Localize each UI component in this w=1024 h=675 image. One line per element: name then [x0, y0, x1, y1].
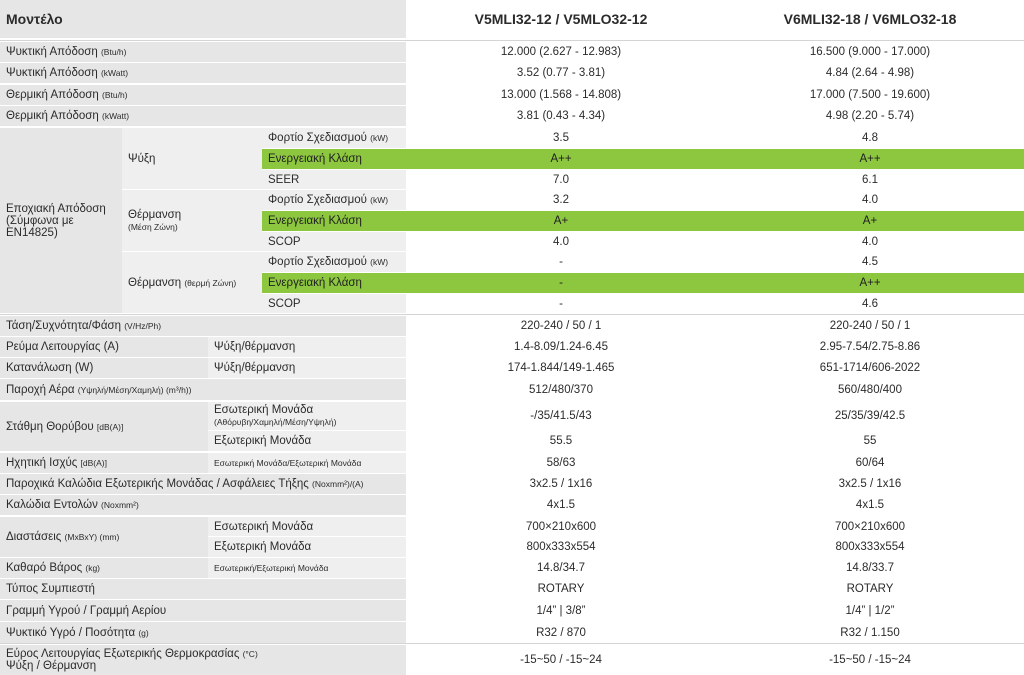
row-heating-kw-v1: 3.81 (0.43 - 4.34): [406, 106, 716, 126]
row-refrigerant-v1: R32 / 870: [406, 622, 716, 643]
seasonal-heating-warm-label: Θέρμανση (θερμή Ζώνη): [122, 252, 262, 313]
row-supply-cables-v2: 3x2.5 / 1x16: [716, 474, 1024, 494]
row-control-cables-v1: 4x1.5: [406, 495, 716, 515]
row-op-range-v1: -15~50 / -15~24: [406, 645, 716, 675]
heating-avg-design-load-v2: 4.0: [716, 190, 1024, 210]
row-refrigerant-label: Ψυκτικό Υγρό / Ποσότητα (g): [0, 622, 406, 643]
row-cooling-kw-v1: 3.52 (0.77 - 3.81): [406, 63, 716, 83]
row-noise-outdoor-label: Εξωτερική Μονάδα: [208, 431, 406, 451]
row-control-cables-label: Καλώδια Εντολών (Noxmm²): [0, 495, 406, 515]
row-power-v2: 651-1714/606-2022: [716, 358, 1024, 378]
row-heating-btu-v1: 13.000 (1.568 - 14.808): [406, 85, 716, 105]
cooling-design-load-v1: 3.5: [406, 128, 716, 148]
row-cooling-kw-label: Ψυκτική Απόδοση (kWatt): [0, 63, 406, 83]
seasonal-efficiency-label: Εποχιακή Απόδοση (Σύμφωνα με EN14825): [0, 128, 122, 313]
heating-warm-design-load-v2: 4.5: [716, 252, 1024, 272]
heating-warm-energy-class-v2: A++: [716, 273, 1024, 293]
heating-avg-design-load-label: Φορτίο Σχεδιασμού (kW): [262, 190, 406, 210]
heating-avg-scop-v1: 4.0: [406, 232, 716, 251]
row-dimensions-outdoor-label: Εξωτερική Μονάδα: [208, 537, 406, 557]
row-sound-power-v1: 58/63: [406, 453, 716, 473]
row-weight-v1: 14.8/34.7: [406, 558, 716, 578]
row-voltage-label: Τάση/Συχνότητα/Φάση (V/Hz/Ph): [0, 316, 406, 336]
row-cooling-btu-v2: 16.500 (9.000 - 17.000): [716, 42, 1024, 62]
row-noise-indoor-label: Εσωτερική Μονάδα (Αθόρυβη/Χαμηλή/Μέση/Υψηλή): [208, 402, 406, 430]
heating-avg-scop-label: SCOP: [262, 232, 406, 251]
row-dimensions-label: Διαστάσεις (ΜxBxY) (mm): [0, 517, 208, 557]
row-weight-v2: 14.8/33.7: [716, 558, 1024, 578]
row-piping-v1: 1/4” | 3/8”: [406, 600, 716, 621]
row-voltage-v1: 220-240 / 50 / 1: [406, 316, 716, 336]
heating-avg-energy-class-v1: A+: [406, 211, 716, 231]
row-current-sublabel: Ψύξη/θέρμανση: [208, 337, 406, 357]
divider: [0, 40, 1024, 41]
row-airflow-v2: 560/480/400: [716, 379, 1024, 400]
row-cooling-kw-v2: 4.84 (2.64 - 4.98): [716, 63, 1024, 83]
cooling-seer-label: SEER: [262, 170, 406, 189]
heating-avg-energy-class-v2: A+: [716, 211, 1024, 231]
row-sound-power-label: Ηχητική Ισχύς [dB(A)]: [0, 453, 208, 473]
row-supply-cables-v1: 3x2.5 / 1x16: [406, 474, 716, 494]
row-noise-outdoor-v1: 55.5: [406, 431, 716, 451]
row-cooling-btu-label: Ψυκτική Απόδοση (Btu/h): [0, 42, 406, 62]
seasonal-cooling-label: Ψύξη: [122, 128, 262, 189]
row-piping-label: Γραμμή Υγρού / Γραμμή Αερίου: [0, 600, 406, 621]
row-noise-outdoor-v2: 55: [716, 431, 1024, 451]
row-dimensions-indoor-label: Εσωτερική Μονάδα: [208, 517, 406, 536]
heating-warm-energy-class-label: Ενεργειακή Κλάση: [262, 273, 406, 293]
cooling-design-load-label: Φορτίο Σχεδιασμού (kW): [262, 128, 406, 148]
row-op-range-v2: -15~50 / -15~24: [716, 645, 1024, 675]
row-sound-power-v2: 60/64: [716, 453, 1024, 473]
heating-avg-energy-class-label: Ενεργειακή Κλάση: [262, 211, 406, 231]
row-heating-btu-label: Θερμική Απόδοση (Btu/h): [0, 85, 406, 105]
row-cooling-btu-v1: 12.000 (2.627 - 12.983): [406, 42, 716, 62]
divider: [0, 314, 1024, 315]
row-sound-power-sublabel: Εσωτερική Μονάδα/Εξωτερική Μονάδα: [208, 453, 406, 473]
divider: [0, 643, 1024, 644]
row-op-range-label: Εύρος Λειτουργίας Εξωτερικής Θερμοκρασίας (°C) Ψύξη / Θέρμανση: [0, 645, 406, 675]
row-noise-label: Στάθμη Θορύβου [dB(A)]: [0, 402, 208, 451]
heating-warm-scop-v1: -: [406, 294, 716, 313]
row-airflow-v1: 512/480/370: [406, 379, 716, 400]
row-power-label: Κατανάλωση (W): [0, 358, 208, 378]
row-heating-btu-v2: 17.000 (7.500 - 19.600): [716, 85, 1024, 105]
heating-warm-scop-label: SCOP: [262, 294, 406, 313]
heating-warm-design-load-v1: -: [406, 252, 716, 272]
row-heating-kw-v2: 4.98 (2.20 - 5.74): [716, 106, 1024, 126]
heating-warm-energy-class-v1: -: [406, 273, 716, 293]
row-current-label: Ρεύμα Λειτουργίας (A): [0, 337, 208, 357]
header-model-1: V5MLI32-12 / V5MLO32-12: [406, 0, 716, 38]
cooling-seer-v2: 6.1: [716, 170, 1024, 189]
row-heating-kw-label: Θερμική Απόδοση (kWatt): [0, 106, 406, 126]
row-control-cables-v2: 4x1.5: [716, 495, 1024, 515]
cooling-design-load-v2: 4.8: [716, 128, 1024, 148]
row-power-sublabel: Ψύξη/θέρμανση: [208, 358, 406, 378]
row-noise-indoor-v1: -/35/41.5/43: [406, 402, 716, 430]
row-compressor-label: Τύπος Συμπιεστή: [0, 579, 406, 599]
row-dimensions-outdoor-v2: 800x333x554: [716, 537, 1024, 557]
row-noise-indoor-v2: 25/35/39/42.5: [716, 402, 1024, 430]
heating-avg-scop-v2: 4.0: [716, 232, 1024, 251]
row-voltage-v2: 220-240 / 50 / 1: [716, 316, 1024, 336]
row-refrigerant-v2: R32 / 1.150: [716, 622, 1024, 643]
row-weight-sublabel: Εσωτερική/Εξωτερική Μονάδα: [208, 558, 406, 578]
row-power-v1: 174-1.844/149-1.465: [406, 358, 716, 378]
row-weight-label: Καθαρό Βάρος (kg): [0, 558, 208, 578]
row-compressor-v2: ROTARY: [716, 579, 1024, 599]
row-dimensions-outdoor-v1: 800x333x554: [406, 537, 716, 557]
row-compressor-v1: ROTARY: [406, 579, 716, 599]
row-dimensions-indoor-v2: 700×210x600: [716, 517, 1024, 536]
cooling-energy-class-v2: A++: [716, 149, 1024, 169]
header-model: Μοντέλο: [0, 0, 406, 38]
cooling-seer-v1: 7.0: [406, 170, 716, 189]
heating-avg-design-load-v1: 3.2: [406, 190, 716, 210]
header-model-2: V6MLI32-18 / V6MLO32-18: [716, 0, 1024, 38]
row-current-v1: 1.4-8.09/1.24-6.45: [406, 337, 716, 357]
row-airflow-label: Παροχή Αέρα (Υψηλή/Μέση/Χαμηλή) (m³/h)): [0, 379, 406, 400]
cooling-energy-class-v1: A++: [406, 149, 716, 169]
row-current-v2: 2.95-7.54/2.75-8.86: [716, 337, 1024, 357]
heating-warm-scop-v2: 4.6: [716, 294, 1024, 313]
row-piping-v2: 1/4” | 1/2”: [716, 600, 1024, 621]
row-supply-cables-label: Παροχικά Καλώδια Εξωτερικής Μονάδας / Ασφάλειες Τήξης (Noxmm²)/(A): [0, 474, 406, 494]
cooling-energy-class-label: Ενεργειακή Κλάση: [262, 149, 406, 169]
row-dimensions-indoor-v1: 700×210x600: [406, 517, 716, 536]
seasonal-heating-avg-label: Θέρμανση (Μέση Ζώνη): [122, 190, 262, 251]
heating-warm-design-load-label: Φορτίο Σχεδιασμού (kW): [262, 252, 406, 272]
